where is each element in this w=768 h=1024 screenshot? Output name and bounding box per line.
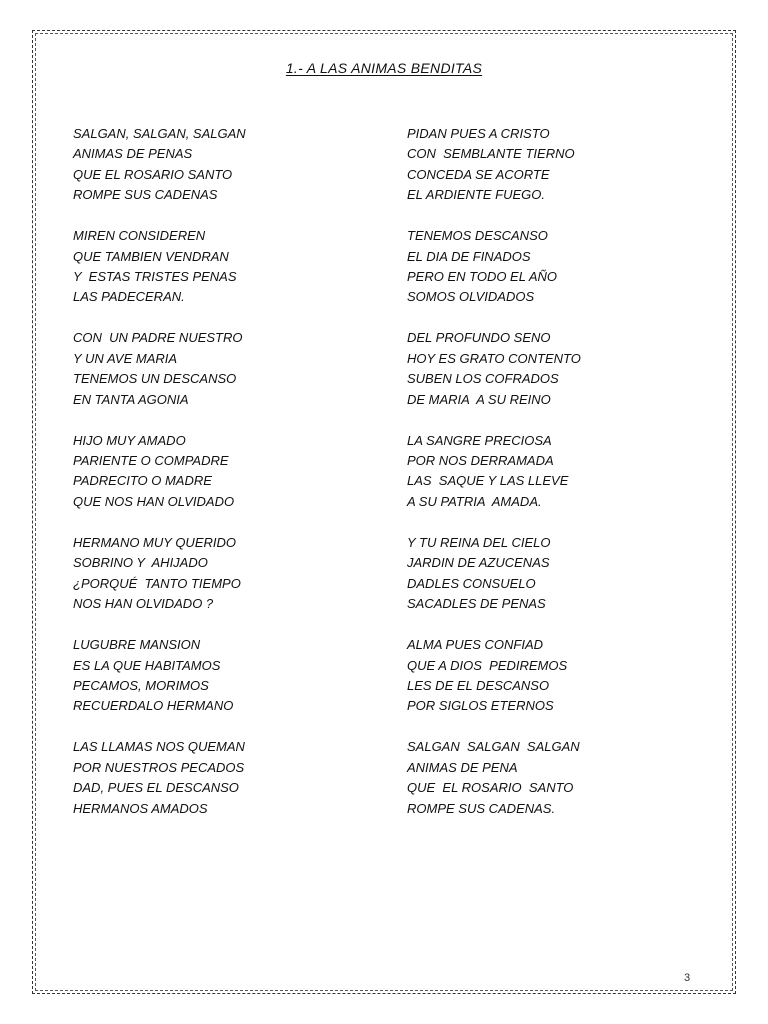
verse-line: ROMPE SUS CADENAS [73,187,218,203]
verse-line: A SU PATRIA AMADA. [407,493,542,509]
stanza [407,124,707,206]
verse-line: SACADLES DE PENAS [407,596,546,612]
left-column [73,124,373,840]
verse-line: POR NOS DERRAMADA [407,453,554,469]
stanza [73,635,373,717]
stanza [73,124,373,206]
poem-title [0,60,768,76]
verse-line: Y UN AVE MARIA [73,350,178,366]
verse-line: LES DE EL DESCANSO [407,677,550,693]
verse-line: PIDAN PUES A CRISTO [407,126,550,141]
stanza [407,226,707,308]
poem-title-text: 1.- A LAS ANIMAS BENDITAS [285,60,483,76]
verse-line: MIREN CONSIDEREN [73,228,206,244]
verse-line: SOBRINO Y AHIJADO [73,555,208,571]
verse-line: ANIMAS DE PENA [407,759,518,775]
verse-line: CONCEDA SE ACORTE [407,166,550,182]
verse-line: SALGAN, SALGAN, SALGAN [73,126,246,141]
verse-line: HERMANOS AMADOS [73,800,208,816]
verse-line: QUE TAMBIEN VENDRAN [73,248,229,264]
verse-line: POR SIGLOS ETERNOS [407,698,554,714]
verse-line: ES LA QUE HABITAMOS [73,657,221,673]
verse-line: SALGAN SALGAN SALGAN [407,739,580,755]
verse-line: Y TU REINA DEL CIELO [407,534,551,550]
stanza [73,737,373,819]
verse-line: PECAMOS, MORIMOS [73,677,209,693]
verse-line: ¿PORQUÉ TANTO TIEMPO [73,575,241,591]
verse-line: QUE NOS HAN OLVIDADO [73,493,235,509]
verse-line: HOY ES GRATO CONTENTO [407,350,581,366]
verse-line: NOS HAN OLVIDADO ? [73,596,214,612]
verse-line: RECUERDALO HERMANO [73,698,234,714]
verse-line: PADRECITO O MADRE [73,473,212,489]
verse-line: LUGUBRE MANSION [73,637,201,653]
stanza [407,533,707,615]
verse-line: TENEMOS DESCANSO [407,228,548,244]
verse-line: DEL PROFUNDO SENO [407,330,551,346]
verse-line: DE MARIA A SU REINO [407,391,551,407]
verse-line: LAS PADECERAN. [73,289,185,305]
verse-line: PARIENTE O COMPADRE [73,453,229,469]
verse-line: QUE A DIOS PEDIREMOS [407,657,568,673]
stanza [407,737,707,819]
verse-line: TENEMOS UN DESCANSO [73,371,237,387]
stanza [73,226,373,308]
verse-line: PERO EN TODO EL AÑO [407,269,558,285]
verse-line: ANIMAS DE PENAS [73,146,193,162]
stanza [407,635,707,717]
verse-line: CON UN PADRE NUESTRO [73,330,243,346]
stanza [407,431,707,513]
verse-line: EL ARDIENTE FUEGO. [407,187,545,203]
verse-line: CON SEMBLANTE TIERNO [407,146,575,162]
verse-line: SUBEN LOS COFRADOS [407,371,559,387]
verse-line: JARDIN DE AZUCENAS [407,555,550,571]
verse-line: LAS LLAMAS NOS QUEMAN [73,739,245,755]
verse-line: LA SANGRE PRECIOSA [407,432,552,448]
stanza [73,533,373,615]
verse-line: HERMANO MUY QUERIDO [73,534,236,550]
verse-line: DADLES CONSUELO [407,575,536,591]
verse-line: HIJO MUY AMADO [73,432,186,448]
verse-line: POR NUESTROS PECADOS [73,759,245,775]
stanza [73,431,373,513]
verse-line: SOMOS OLVIDADOS [407,289,535,305]
verse-line: Y ESTAS TRISTES PENAS [73,269,237,285]
verse-line: DAD, PUES EL DESCANSO [73,780,239,796]
stanza [73,328,373,410]
verse-line: ALMA PUES CONFIAD [407,637,544,653]
verse-line: EN TANTA AGONIA [73,391,189,407]
right-column [407,124,707,840]
verse-line: QUE EL ROSARIO SANTO [73,166,233,182]
page-number: 3 [684,972,691,984]
verse-line: EL DIA DE FINADOS [407,248,531,264]
stanza [407,328,707,410]
verse-line: LAS SAQUE Y LAS LLEVE [407,473,569,489]
verse-line: QUE EL ROSARIO SANTO [407,780,574,796]
verse-line: ROMPE SUS CADENAS. [407,800,556,816]
